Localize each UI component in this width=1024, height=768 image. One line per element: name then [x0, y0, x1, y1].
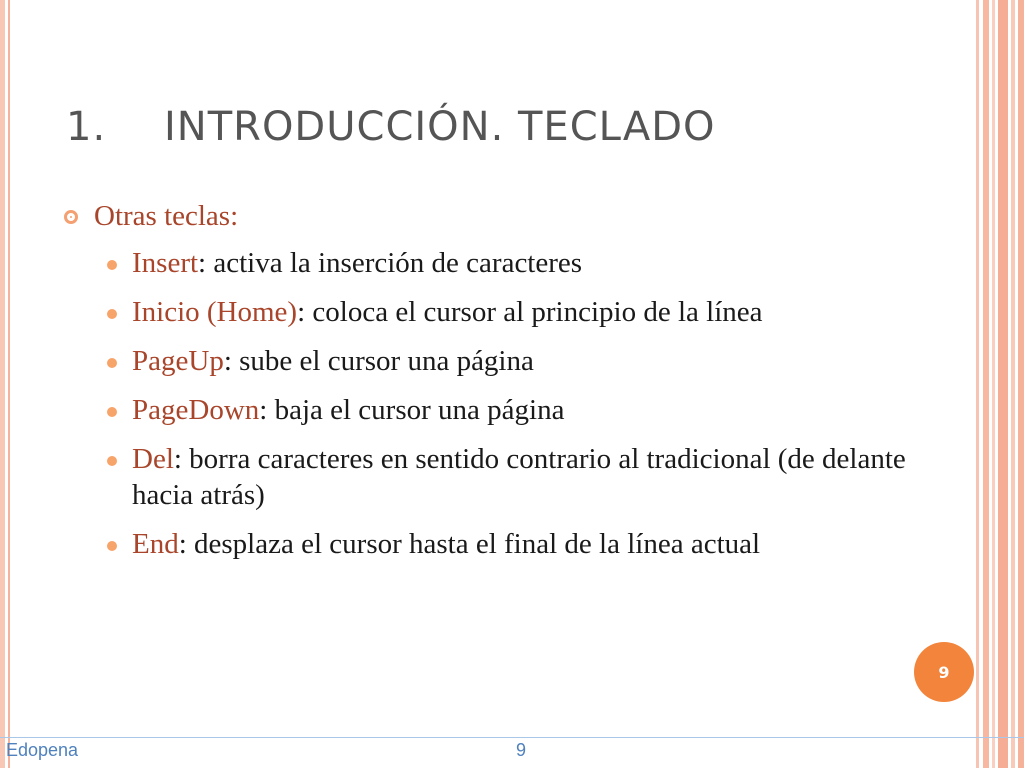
dot-bullet-icon — [107, 260, 117, 270]
right-border-stripe — [998, 0, 1008, 768]
key-list — [60, 245, 960, 562]
key-name: End — [132, 528, 179, 560]
key-description: : baja el cursor una página — [259, 394, 565, 426]
section-heading: Otras teclas: — [94, 200, 239, 232]
key-description: : borra caracteres en sentido contrario al tradicional (de delante hacia atrás) — [132, 443, 906, 511]
footer-author: Edopena — [6, 740, 79, 760]
list-item — [104, 526, 960, 562]
key-name: PageDown — [132, 394, 260, 426]
dot-bullet-icon — [107, 309, 117, 319]
key-name: Del — [132, 443, 174, 475]
dot-bullet-icon — [107, 541, 117, 551]
level1-bullet-item — [60, 200, 960, 233]
key-description: : desplaza el cursor hasta el final de la línea actual — [178, 528, 761, 560]
footer-divider — [0, 737, 1024, 738]
list-item — [104, 294, 960, 330]
left-border-stripe-thin — [8, 0, 10, 768]
list-item — [104, 392, 960, 428]
title-text: INTRODUCCIÓN. TECLADO — [164, 104, 716, 150]
key-description: : activa la inserción de caracteres — [198, 247, 583, 279]
page-number-badge: 9 — [914, 642, 974, 702]
dot-bullet-icon — [107, 407, 117, 417]
key-name: Inicio (Home) — [132, 296, 298, 328]
right-border-stripe — [976, 0, 979, 768]
ring-bullet-icon — [64, 210, 78, 224]
list-item — [104, 343, 960, 379]
right-border-stripe — [1018, 0, 1024, 768]
right-border-stripe — [992, 0, 995, 768]
key-description: : coloca el cursor al principio de la línea — [297, 296, 763, 328]
list-item — [104, 441, 960, 513]
left-border-stripe — [0, 0, 5, 768]
footer-page-number: 9 — [516, 740, 527, 760]
title-number: 1. — [66, 104, 107, 150]
dot-bullet-icon — [107, 456, 117, 466]
list-item — [104, 245, 960, 281]
key-name: PageUp — [132, 345, 224, 377]
slide-content — [60, 200, 960, 575]
dot-bullet-icon — [107, 358, 117, 368]
right-border-stripe — [983, 0, 989, 768]
right-border-stripe — [1011, 0, 1015, 768]
key-description: : sube el cursor una página — [223, 345, 534, 377]
key-name: Insert — [132, 247, 199, 279]
slide-title — [66, 104, 716, 150]
